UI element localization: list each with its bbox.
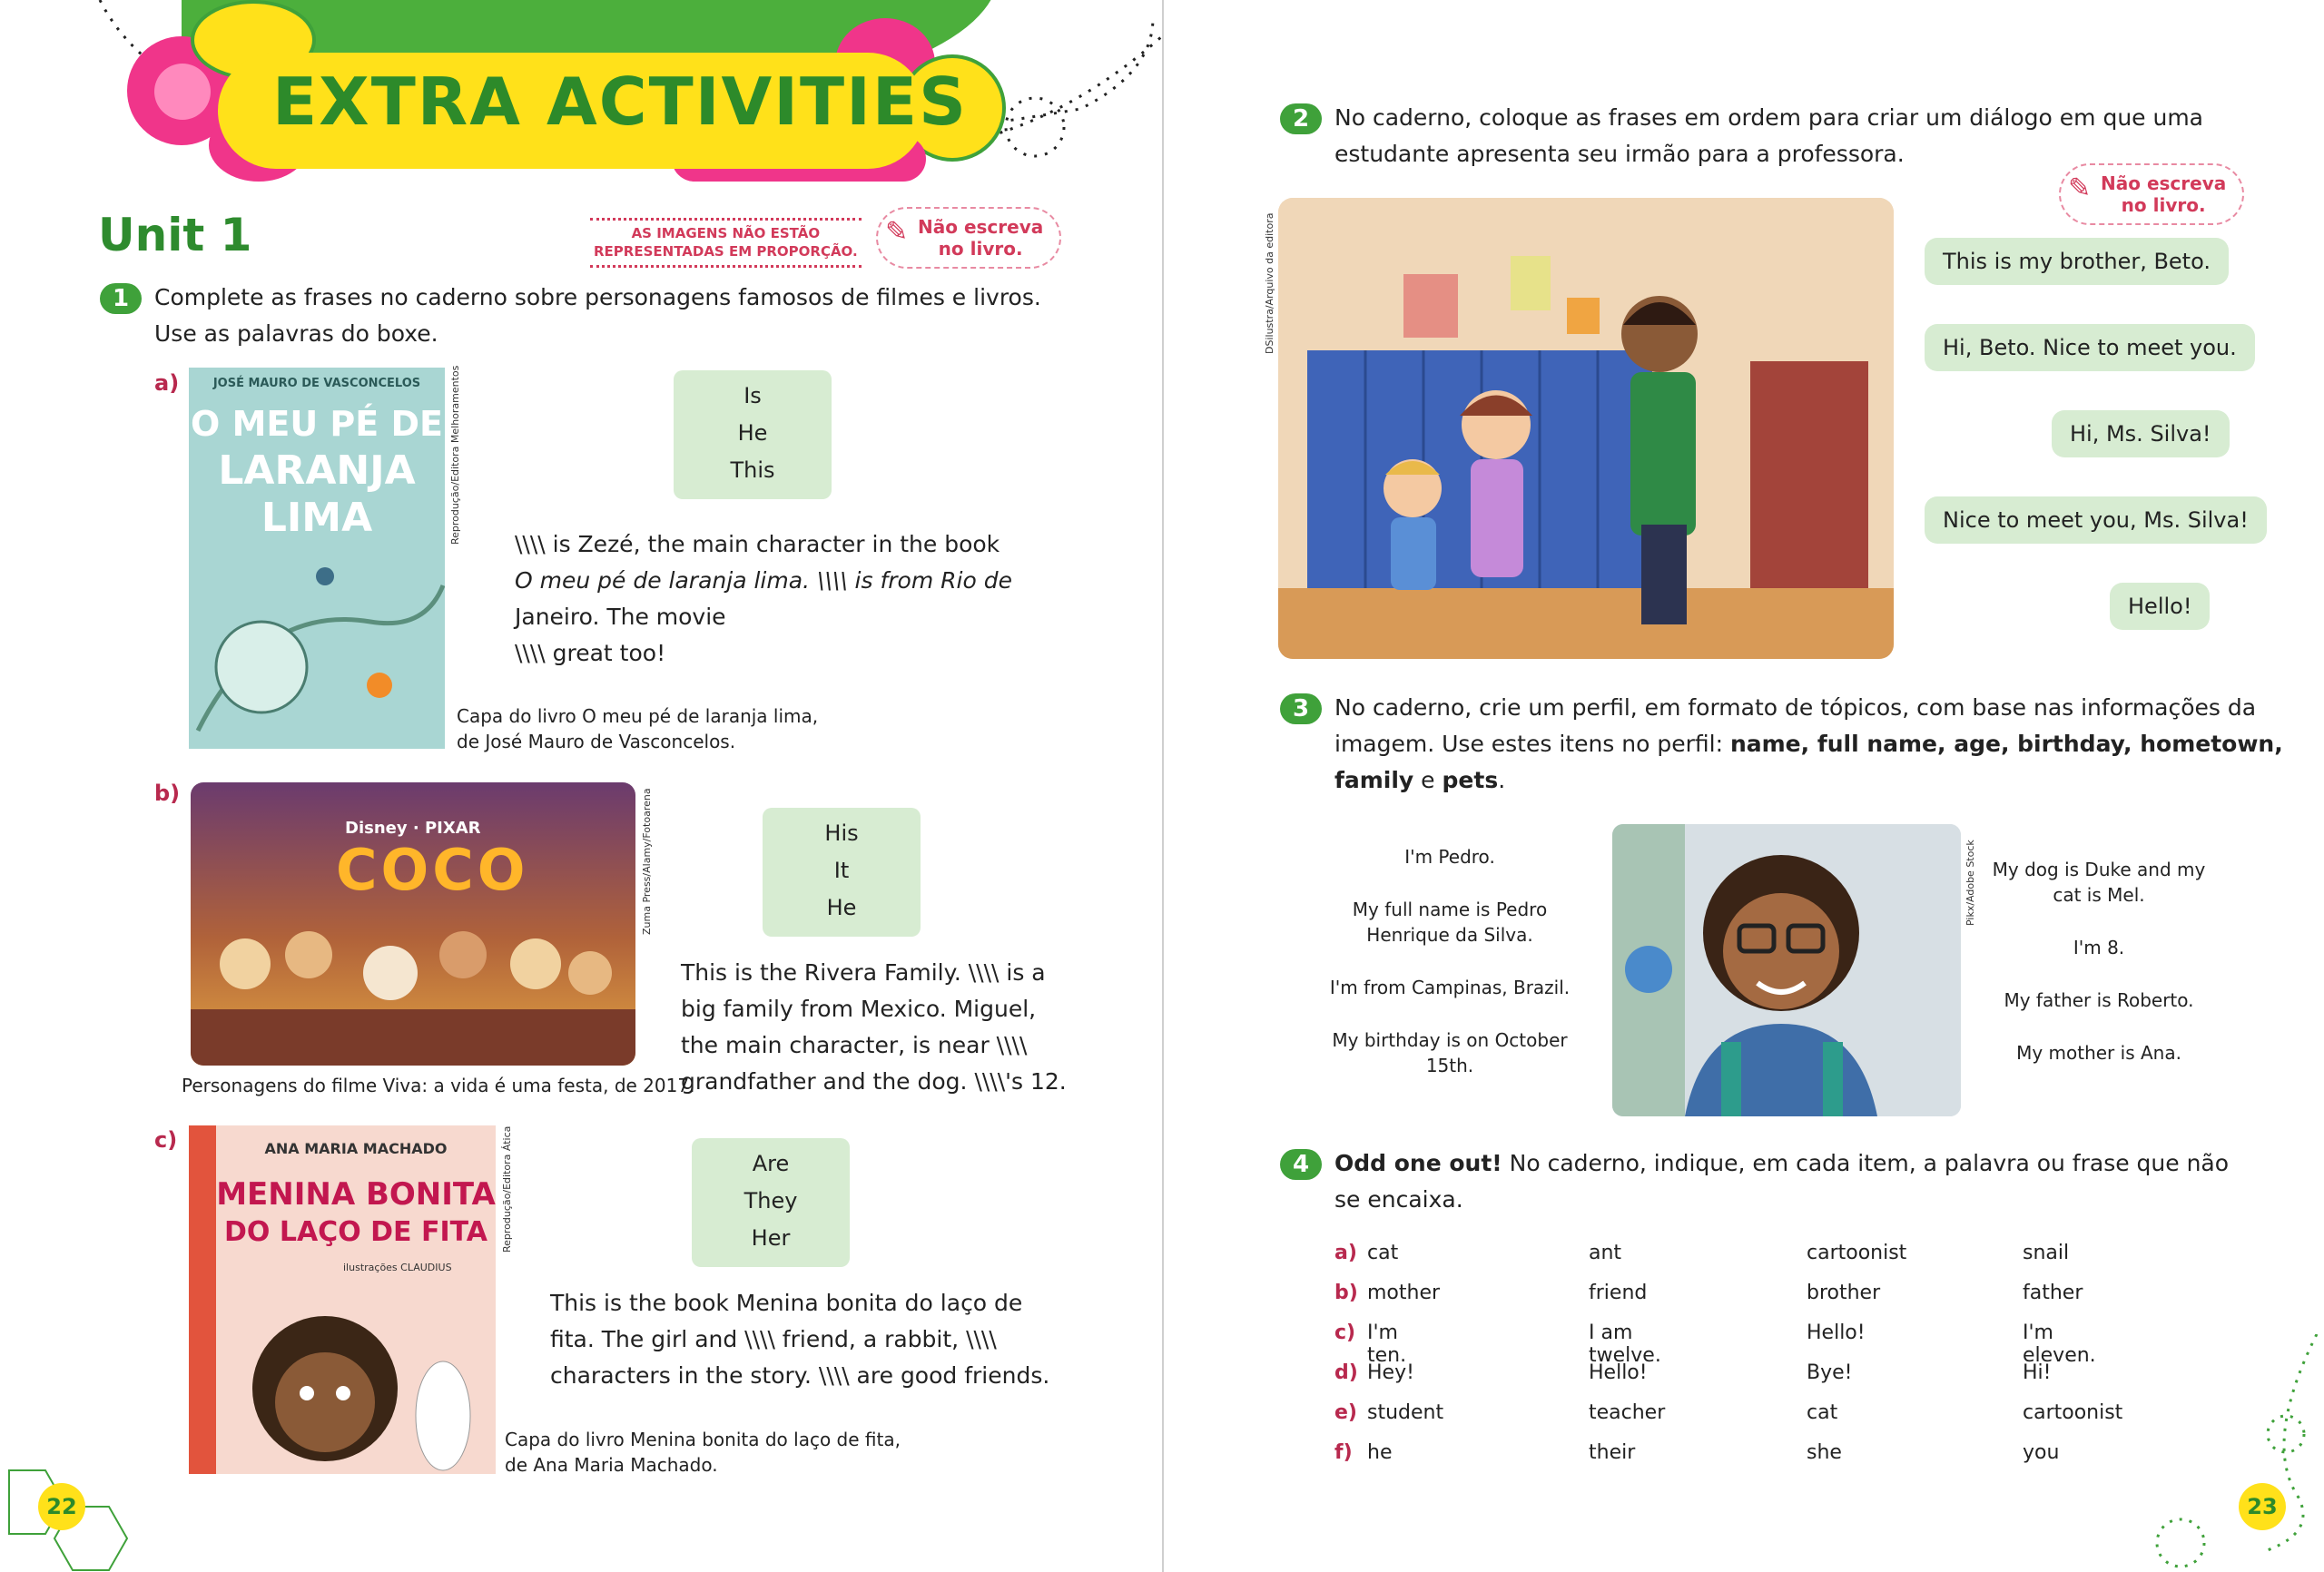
paragraph-b [681,955,1067,1100]
q4-line-2: se encaixa. [1334,1186,1463,1213]
row-d-item-4: Hi! [2023,1361,2052,1384]
row-f-item-1: he [1367,1441,1393,1464]
row-d-label: d) [1334,1361,1358,1384]
cover-c-title-1: MENINA BONITA [216,1176,496,1213]
row-e-label: e) [1334,1401,1357,1424]
row-c-label: c) [1334,1321,1356,1344]
profile-note-mother: My mother is Ana. [2016,1042,2181,1064]
q3-pets: pets [1442,767,1499,793]
book-cover-menina-bonita [189,1125,496,1474]
profile-note-birthday: My birthday is on October 15th. [1332,1029,1568,1076]
question-4-number: 4 [1280,1149,1322,1180]
word-box-c [692,1138,850,1267]
para-a-line-1: \\\\ is Zezé, the main character in the book [515,531,1000,557]
q3-line-2-pre: imagem. Use estes itens no perfil: [1334,731,1730,757]
nao-right-line-1: Não escreva [2101,172,2227,194]
caption-b: Personagens do filme Viva: a vida é uma festa, de 2017. [182,1075,695,1096]
cover-c-illustrator: ilustrações CLAUDIUS [343,1262,452,1273]
profile-note-hometown: I'm from Campinas, Brazil. [1329,977,1571,998]
q4-bold: Odd one out! [1334,1150,1502,1176]
row-b-item-1: mother [1367,1282,1441,1304]
paragraph-c [550,1285,1049,1394]
cover-illustration [189,549,445,749]
row-b-item-3: brother [1807,1282,1881,1304]
para-a-line-2: O meu pé de laranja lima. \\\\ is from Rio de [515,567,1012,594]
dotted-swirl-decoration [2126,1334,2324,1572]
page-23 [1164,0,2324,1572]
para-c-line-2: fita. The girl and \\\\ friend, a rabbit, \\\\ [550,1326,997,1352]
cover-title-1: O MEU PÉ DE [191,404,443,444]
row-b-label: b) [1334,1282,1358,1304]
row-d-item-2: Hello! [1589,1361,1648,1384]
question-3-text [1334,690,2283,799]
cover-title-2: LARANJA [218,447,416,494]
q1-line-1: Complete as frases no caderno sobre personagens famosos de filmes e livros. [154,284,1041,310]
row-f-item-4: you [2023,1441,2060,1464]
cover-c-author: ANA MARIA MACHADO [264,1140,448,1157]
caption-c [505,1427,901,1478]
pink-flower-center [154,64,211,120]
row-a-item-2: ant [1589,1242,1622,1264]
proportion-warning [590,218,862,268]
page-number-23: 23 [2239,1483,2286,1530]
nao-line-2: no livro. [938,238,1023,260]
question-2-number: 2 [1280,103,1322,134]
poster-title: COCO [336,837,529,903]
cover-spine [189,1125,216,1474]
q4-line-1 [1334,1145,2229,1182]
boy-illustration [1612,824,1961,1116]
question-4-text [1334,1145,2229,1218]
dialogue-bubble-1: This is my brother, Beto. [1925,238,2229,285]
classroom-illustration [1278,198,1894,659]
caption-a-line-1: Capa do livro O meu pé de laranja lima, [457,705,819,727]
item-b-letter: b) [154,781,181,806]
nao-right-line-2: no livro. [2121,194,2206,216]
coco-movie-image [191,782,635,1066]
girl-illustration [216,1280,496,1474]
question-3-number: 3 [1280,693,1322,724]
word-a-1: Is [743,383,762,408]
row-b-item-4: father [2023,1282,2083,1304]
caption-a [457,703,818,754]
q4-rest: No caderno, indique, em cada item, a palavra ou frase que não [1502,1150,2230,1176]
row-e-item-2: teacher [1589,1401,1666,1424]
row-e-item-4: cartoonist [2023,1401,2123,1424]
word-c-1: Are [752,1151,790,1176]
row-f-item-3: she [1807,1441,1842,1464]
profile-note-full-name: My full name is Pedro Henrique da Silva. [1352,899,1548,946]
profile-note-name: I'm Pedro. [1404,846,1495,868]
word-box-b [763,808,921,937]
credit-a: Reprodução/Editora Melhoramentos [449,365,461,545]
para-b-line-2: big family from Mexico. Miguel, [681,996,1037,1022]
caption-c-line-1: Capa do livro Menina bonita do laço de fita, [505,1429,901,1450]
dialogue-bubble-5: Hello! [2110,583,2210,630]
q2-line-2: estudante apresenta seu irmão para a professora. [1334,141,1905,167]
row-f-item-2: their [1589,1441,1636,1464]
q3-line-2 [1334,726,2283,762]
boy-photo [1612,824,1961,1116]
paragraph-a [515,526,1012,672]
question-1-text [154,280,1041,352]
row-a-item-4: snail [2023,1242,2070,1264]
pencil-crossed-icon-right: ✎ [2068,172,2092,204]
q3-line-2-bold: name, full name, age, birthday, hometown, [1729,731,2283,757]
profile-note-age: I'm 8. [2073,937,2125,958]
row-e-item-3: cat [1807,1401,1838,1424]
warning-line-1: AS IMAGENS NÃO ESTÃO [631,225,821,241]
profile-note-father: My father is Roberto. [2004,989,2194,1011]
book-cover-meu-pe [189,368,445,749]
classroom-scene [1278,198,1894,659]
word-b-1: His [824,820,859,846]
row-c-item-1: I'm ten. [1367,1321,1407,1367]
word-c-2: They [743,1188,798,1213]
do-not-write-badge-right [2059,163,2244,225]
row-f-label: f) [1334,1441,1353,1464]
row-c-item-3: Hello! [1807,1321,1866,1344]
dialogue-bubble-3: Hi, Ms. Silva! [2052,410,2230,457]
q3-line-3 [1334,762,2283,799]
cover-c-title-2: DO LAÇO DE FITA [224,1216,487,1248]
profile-note-pets: My dog is Duke and my cat is Mel. [1992,859,2206,906]
row-c-item-4: I'm eleven. [2023,1321,2096,1367]
row-b-item-2: friend [1589,1282,1648,1304]
para-a-line-3: Janeiro. The movie [515,604,726,630]
word-c-3: Her [751,1225,791,1251]
page-number-22: 22 [38,1483,85,1530]
word-a-2: He [737,420,768,446]
q1-line-2: Use as palavras do boxe. [154,320,438,347]
row-c-item-2: I am twelve. [1589,1321,1661,1367]
row-d-item-3: Bye! [1807,1361,1853,1384]
q3-period: . [1498,767,1506,793]
credit-q3: Pikx/Adobe Stock [1965,840,1976,926]
para-a-line-4: \\\\ great too! [515,640,666,666]
para-c-line-1: This is the book Menina bonita do laço de [550,1290,1023,1316]
item-a-letter: a) [154,370,180,396]
do-not-write-badge [876,207,1061,269]
family-illustration [191,909,635,1066]
q3-line-1: No caderno, crie um perfil, em formato de tópicos, com base nas informações da [1334,694,2257,721]
word-b-2: It [833,858,850,883]
row-a-item-3: cartoonist [1807,1242,1907,1264]
cover-author: JOSÉ MAURO DE VASCONCELOS [212,377,421,390]
para-b-line-3: the main character, is near \\\\ [681,1032,1028,1058]
unit-title: Unit 1 [98,209,252,261]
row-d-item-1: Hey! [1367,1361,1414,1384]
word-b-3: He [826,895,857,920]
credit-b: Zuma Press/Alamy/Fotoarena [641,788,653,935]
q3-e: e [1413,767,1443,793]
banner-title: EXTRA ACTIVITIES [272,64,968,140]
warning-line-2: REPRESENTADAS EM PROPORÇÃO. [594,243,858,260]
cover-title-3: LIMA [261,495,373,541]
dialogue-bubble-2: Hi, Beto. Nice to meet you. [1925,324,2255,371]
poster-brand: Disney · PIXAR [345,819,481,838]
question-1-number: 1 [100,283,142,314]
row-a-item-1: cat [1367,1242,1399,1264]
item-c-letter: c) [154,1127,178,1153]
q3-family: family [1334,767,1414,793]
dialogue-bubble-4: Nice to meet you, Ms. Silva! [1925,496,2267,544]
pencil-crossed-icon: ✎ [885,216,909,248]
question-2-text [1334,100,2203,172]
caption-c-line-2: de Ana Maria Machado. [505,1454,718,1476]
para-c-line-3: characters in the story. \\\\ are good friends. [550,1362,1050,1389]
row-e-item-1: student [1367,1401,1444,1424]
word-box-a [674,370,832,499]
word-a-3: This [730,457,775,483]
para-b-line-4: grandfather and the dog. \\\\'s 12. [681,1068,1067,1095]
q2-line-1: No caderno, coloque as frases em ordem para criar um diálogo em que uma [1334,104,2204,131]
nao-line-1: Não escreva [918,216,1044,238]
row-a-label: a) [1334,1242,1357,1264]
credit-q2: DSilustra/Arquivo da editora [1264,212,1275,354]
para-b-line-1: This is the Rivera Family. \\\\ is a [681,959,1046,986]
caption-a-line-2: de José Mauro de Vasconcelos. [457,731,736,752]
credit-c: Reprodução/Editora Ática [501,1125,513,1253]
